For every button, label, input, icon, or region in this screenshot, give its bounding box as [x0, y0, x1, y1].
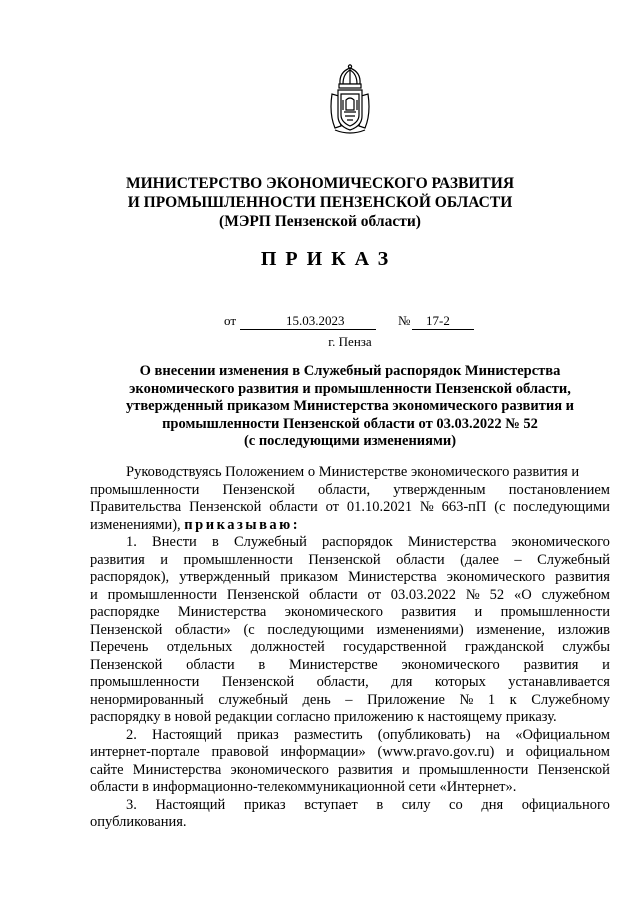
word: силу [401, 796, 431, 813]
word: 1. [126, 534, 137, 550]
item3-last-line: опубликования. [90, 814, 187, 830]
word: Пензенской [222, 481, 295, 498]
intro-line-justified [90, 482, 610, 500]
word: Пензенской [537, 761, 610, 778]
word: изменениями) [376, 621, 464, 638]
intro-last-line [90, 517, 610, 535]
word: служебный [218, 691, 288, 708]
word: промышленности [418, 761, 529, 778]
word: области, [316, 674, 369, 690]
word: Пензенской [189, 499, 262, 515]
number-label: № [398, 313, 411, 328]
word: промышленности [107, 586, 218, 603]
word: и [160, 551, 169, 568]
word: промышленности [90, 674, 200, 690]
word: Приложение [367, 691, 445, 708]
document-body [90, 464, 610, 832]
word: гражданской [464, 639, 544, 655]
item2-line [90, 727, 610, 745]
word: изложив [557, 621, 610, 638]
city: г. Пенза [328, 334, 372, 349]
word: (www.pravo.gov.ru) [377, 744, 495, 760]
word: распорядке [90, 604, 160, 620]
word: приказ [237, 726, 279, 743]
item2-line [90, 744, 610, 762]
word: развития [401, 604, 457, 620]
word: развития [523, 656, 579, 673]
word: развития [338, 761, 393, 778]
word: разместить [293, 726, 363, 743]
word: от [367, 586, 381, 603]
penza-coat-of-arms-icon [327, 64, 373, 136]
word: области» [175, 621, 231, 638]
word: информации» [280, 744, 366, 760]
word: Пензенской [221, 674, 295, 690]
word: экономического [511, 534, 610, 550]
intro-line-justified [90, 499, 610, 517]
word: 01.10.2021 [346, 499, 413, 515]
word: Настоящий [152, 726, 222, 743]
word: 663-пП [441, 499, 487, 515]
word: правовой [211, 744, 269, 760]
ministry-short-name: (МЭРП Пензенской области) [219, 213, 421, 230]
ministry-name-line2: И ПРОМЫШЛЕННОСТИ ПЕНЗЕНСКОЙ ОБЛАСТИ [127, 194, 513, 211]
item1-line [90, 569, 610, 587]
word: распорядок [322, 534, 393, 550]
item1-line [90, 657, 610, 675]
word: служебном [541, 586, 610, 603]
order-title: ПРИКАЗ [260, 248, 398, 270]
word: экономического [401, 656, 500, 673]
word: Служебный [537, 551, 610, 568]
item1-last-line: распорядку в новой редакции согласно приложению к настоящему приказу. [90, 709, 557, 725]
item3-line [90, 797, 610, 815]
word: развития [555, 569, 610, 585]
word: и [506, 744, 514, 760]
word: устанавливается [508, 674, 610, 690]
word: утвержденным [393, 481, 486, 498]
item1-line [90, 692, 610, 710]
order-number: 17-2 [426, 313, 450, 328]
heading-line: экономического развития и промышленности Пензенской области, [129, 380, 571, 397]
word: и [474, 604, 483, 620]
order-date: 15.03.2023 [286, 313, 345, 328]
order-verb: приказываю: [184, 516, 301, 533]
word: промышленности [90, 481, 200, 498]
word: последующими [267, 621, 364, 638]
word: день [302, 691, 331, 708]
word: со [449, 796, 463, 813]
word: Внести [152, 534, 197, 550]
word: ненормированный [90, 691, 204, 708]
word: промышленности [500, 604, 610, 620]
word: и [402, 761, 410, 778]
word: области [309, 586, 358, 603]
word: Пензенской [226, 586, 300, 603]
word: Пензенской [90, 656, 163, 673]
word: промышленности [183, 551, 293, 568]
word: вступает [304, 796, 358, 813]
word: Министерства [348, 569, 437, 585]
item1-line [90, 587, 610, 605]
word: области [269, 499, 318, 515]
word: Министерства [407, 534, 497, 550]
word: № [459, 691, 474, 708]
word: должностей [250, 639, 325, 655]
word: (с [494, 499, 506, 515]
word: развития [90, 551, 145, 568]
item2-line [90, 762, 610, 780]
word: в [258, 656, 266, 673]
word: приказ [243, 796, 286, 813]
word: на [485, 726, 501, 743]
word: области, [318, 481, 371, 498]
word: экономического [230, 761, 329, 778]
date-underline [240, 329, 376, 330]
word: 2. [126, 726, 137, 743]
word: (с [243, 621, 255, 638]
word: № [465, 586, 480, 603]
word: области [186, 656, 235, 673]
word: Министерства [177, 604, 267, 620]
word: Пензенской [308, 551, 381, 568]
word: 1 [487, 691, 496, 708]
word: государственной [343, 639, 447, 655]
word: официальном [525, 744, 610, 760]
word: Министерства [132, 761, 222, 778]
word: области [396, 551, 445, 568]
word: официального [521, 796, 610, 813]
heading-line: О внесении изменения в Служебный распорядок Министерства [139, 363, 561, 379]
word: «Официальном [515, 726, 610, 743]
word: которых [434, 674, 486, 690]
word: (опубликовать) [377, 726, 471, 743]
word: распорядок), [90, 569, 170, 585]
word: (далее [460, 551, 499, 568]
document-heading [100, 363, 600, 451]
item1-line [90, 534, 610, 552]
word: службы [562, 639, 610, 655]
word: – [514, 551, 522, 568]
number-underline [412, 329, 474, 330]
word: к [509, 691, 517, 708]
heading-line: (с последующими изменениями) [243, 433, 457, 449]
item1-line [90, 674, 610, 692]
word: и [90, 586, 98, 603]
word: экономического [446, 569, 546, 585]
word: в [211, 534, 219, 550]
word: Министерстве [289, 656, 378, 673]
intro-line: Руководствуясь Положением о Министерстве экономического развития и [126, 464, 580, 480]
heading-line: промышленности Пензенской области от 03.03.2022 № 52 [162, 415, 538, 432]
word: экономического [284, 604, 384, 620]
heading-line: утвержденный приказом Министерства экономического развития и [125, 398, 575, 414]
word: Правительства [90, 499, 182, 515]
word: 52 [489, 586, 505, 603]
item1-line [90, 622, 610, 640]
word: отдельных [166, 639, 233, 655]
word: утвержденный [179, 569, 271, 585]
word: от [325, 499, 339, 515]
word: Перечень [90, 639, 149, 655]
word: интернет-портале [90, 744, 200, 760]
word: и [602, 656, 610, 673]
item1-line [90, 604, 610, 622]
item1-line [90, 639, 610, 657]
word: для [391, 674, 413, 690]
word: № [419, 499, 434, 515]
date-label: от [224, 313, 237, 328]
word: – [345, 691, 353, 708]
word: Пензенской [90, 621, 163, 638]
item1-line [90, 552, 610, 570]
word: 3. [126, 796, 137, 813]
intro-last-prefix: изменениями), [90, 516, 181, 533]
word: 03.03.2022 [390, 586, 457, 603]
word: приказом [280, 569, 339, 585]
word: дня [481, 796, 504, 813]
word: изменение, [476, 621, 546, 638]
item2-last-line: области в информационно-телекоммуникационной сети «Интернет». [90, 779, 517, 795]
word: «О [514, 586, 532, 603]
word: Служебному [531, 691, 610, 708]
word: Служебный [233, 534, 307, 550]
word: Настоящий [155, 796, 226, 813]
word: в [376, 796, 384, 813]
word: сайте [90, 761, 124, 778]
ministry-name-line1: МИНИСТЕРСТВО ЭКОНОМИЧЕСКОГО РАЗВИТИЯ [125, 175, 515, 192]
word: постановлением [508, 481, 610, 498]
word: последующими [513, 499, 610, 515]
